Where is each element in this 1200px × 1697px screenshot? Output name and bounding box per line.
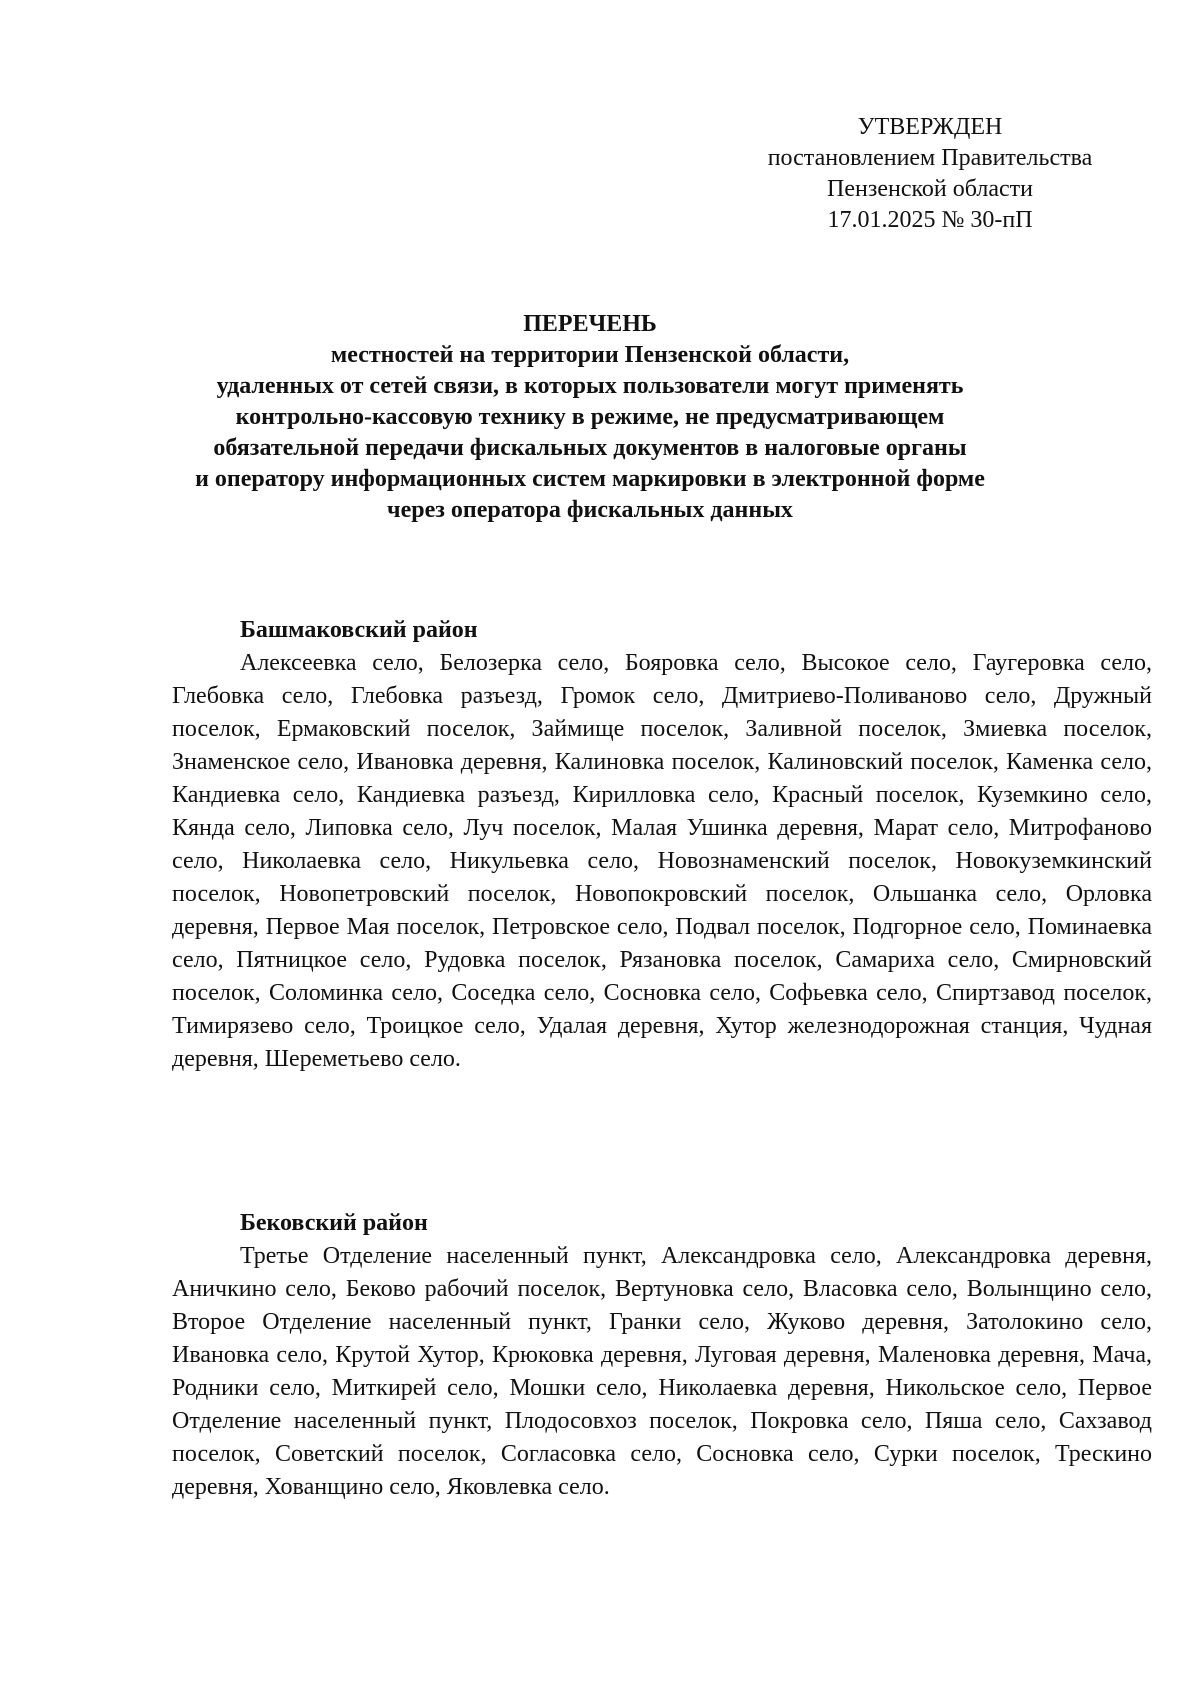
approval-authority: Пензенской области [827, 176, 1033, 202]
title-line: местностей на территории Пензенской области, [330, 342, 850, 368]
title-line: контрольно-кассовую технику в режиме, не предусматривающем [235, 404, 945, 430]
district-name: Башмаковский район [240, 617, 478, 643]
approval-status: УТВЕРЖДЕН [857, 114, 1003, 140]
title-line: обязательной передачи фискальных документов в налоговые органы [213, 435, 967, 461]
title-line: через оператора фискальных данных [387, 497, 793, 523]
approval-basis: постановлением Правительства [767, 145, 1093, 171]
title-line: удаленных от сетей связи, в которых пользователи могут применять [216, 373, 964, 399]
district-section [172, 614, 1152, 1076]
approval-stamp [700, 112, 1160, 236]
document-title [150, 309, 1030, 526]
title-heading: ПЕРЕЧЕНЬ [523, 311, 657, 337]
title-line: и оператору информационных систем маркировки в электронной форме [195, 466, 985, 492]
approval-date-number: 17.01.2025 № 30-пП [827, 207, 1033, 233]
district-section [172, 1207, 1152, 1504]
district-settlements: Алексеевка село, Белозерка село, Бояровка село, Высокое село, Гаугеровка село, Глебовка село, Глебовка разъезд, Громок село, Дмитриево-Поливаново село, Дружный поселок, Ермаковский поселок, Займище поселок, Заливной поселок, Змиевка поселок, Знаменское село, Ивановка деревня, Калиновка поселок, Калиновский поселок, Каменка село, Кандиевка село, Кандиевка разъезд, Кирилловка село, Красный поселок, Куземкино село, Кянда село, Липовка село, Луч поселок, Малая Ушинка деревня, Марат село, Митрофаново село, Николаевка село, Никульевка село, Новознаменский поселок, Новокуземкинский поселок, Новопетровский поселок, Новопокровский поселок, Ольшанка село, Орловка деревня, Первое Мая поселок, Петровское село, Подвал поселок, Подгорное село, Поминаевка село, Пятницкое село, Рудовка поселок, Рязановка поселок, Самариха село, Смирновский поселок, Соломинка село, Соседка село, Сосновка село, Софьевка село, Спиртзавод поселок, Тимирязево село, Троицкое село, Удалая деревня, Хутор железнодорожная станция, Чудная деревня, Шереметьево село. [172, 650, 1152, 1072]
district-settlements: Третье Отделение населенный пункт, Александровка село, Александровка деревня, Аничкино село, Беково рабочий поселок, Вертуновка село, Власовка село, Волынщино село, Второе Отделение населенный пункт, Гранки село, Жуково деревня, Затолокино село, Ивановка село, Крутой Хутор, Крюковка деревня, Луговая деревня, Маленовка деревня, Мача, Родники село, Миткирей село, Мошки село, Николаевка деревня, Никольское село, Первое Отделение населенный пункт, Плодосовхоз поселок, Покровка село, Пяша село, Сахзавод поселок, Советский поселок, Согласовка село, Сосновка село, Сурки поселок, Трескино деревня, Хованщино село, Яковлевка село. [172, 1243, 1152, 1500]
district-name: Бековский район [240, 1210, 428, 1236]
